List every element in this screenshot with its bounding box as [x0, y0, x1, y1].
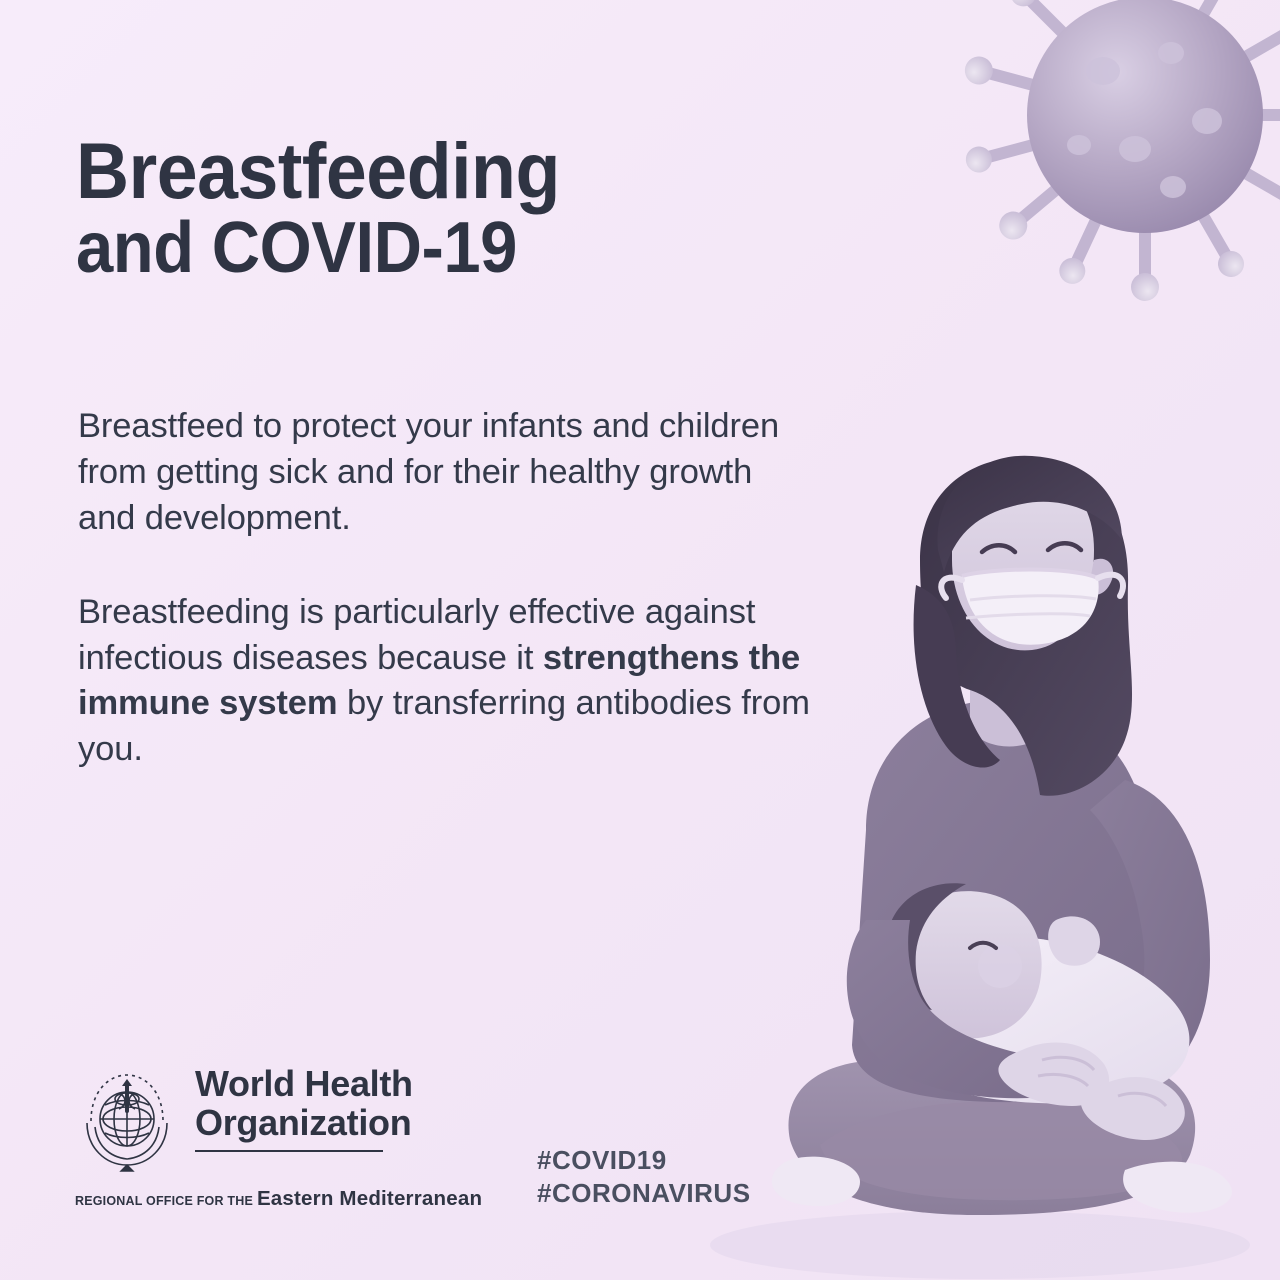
who-wordmark-line-2: Organization	[195, 1101, 412, 1143]
paragraph-1: Breastfeed to protect your infants and children from getting sick and for their healthy growth and development.	[78, 407, 780, 537]
title-line-1: Breastfeeding	[76, 126, 560, 216]
who-emblem-icon	[75, 1069, 179, 1173]
regional-office-prefix: REGIONAL OFFICE FOR THE	[75, 1194, 253, 1208]
who-wordmark-line-1: World Health	[195, 1063, 413, 1104]
paragraph-2-part-2: by transferring antibodies from you.	[78, 684, 810, 769]
title-line-2: and COVID-19	[76, 208, 517, 289]
hashtag-coronavirus: #CORONAVIRUS	[537, 1177, 751, 1208]
regional-office-region: Eastern Mediterranean	[256, 1187, 483, 1210]
page-title	[76, 126, 796, 289]
who-wordmark	[195, 1065, 435, 1143]
logo-divider	[195, 1150, 383, 1152]
who-logo	[75, 1063, 483, 1210]
paragraph-2-part-1: Breastfeeding is particularly effective against infectious diseases because it	[78, 592, 756, 677]
paragraph-2-emphasis: strengthens the immune system	[78, 638, 801, 723]
mother-and-baby-illustration	[670, 400, 1280, 1280]
hashtag-covid19: #COVID19	[537, 1145, 667, 1175]
who-regional-office-line	[75, 1187, 483, 1211]
coronavirus-icon	[955, 0, 1280, 310]
